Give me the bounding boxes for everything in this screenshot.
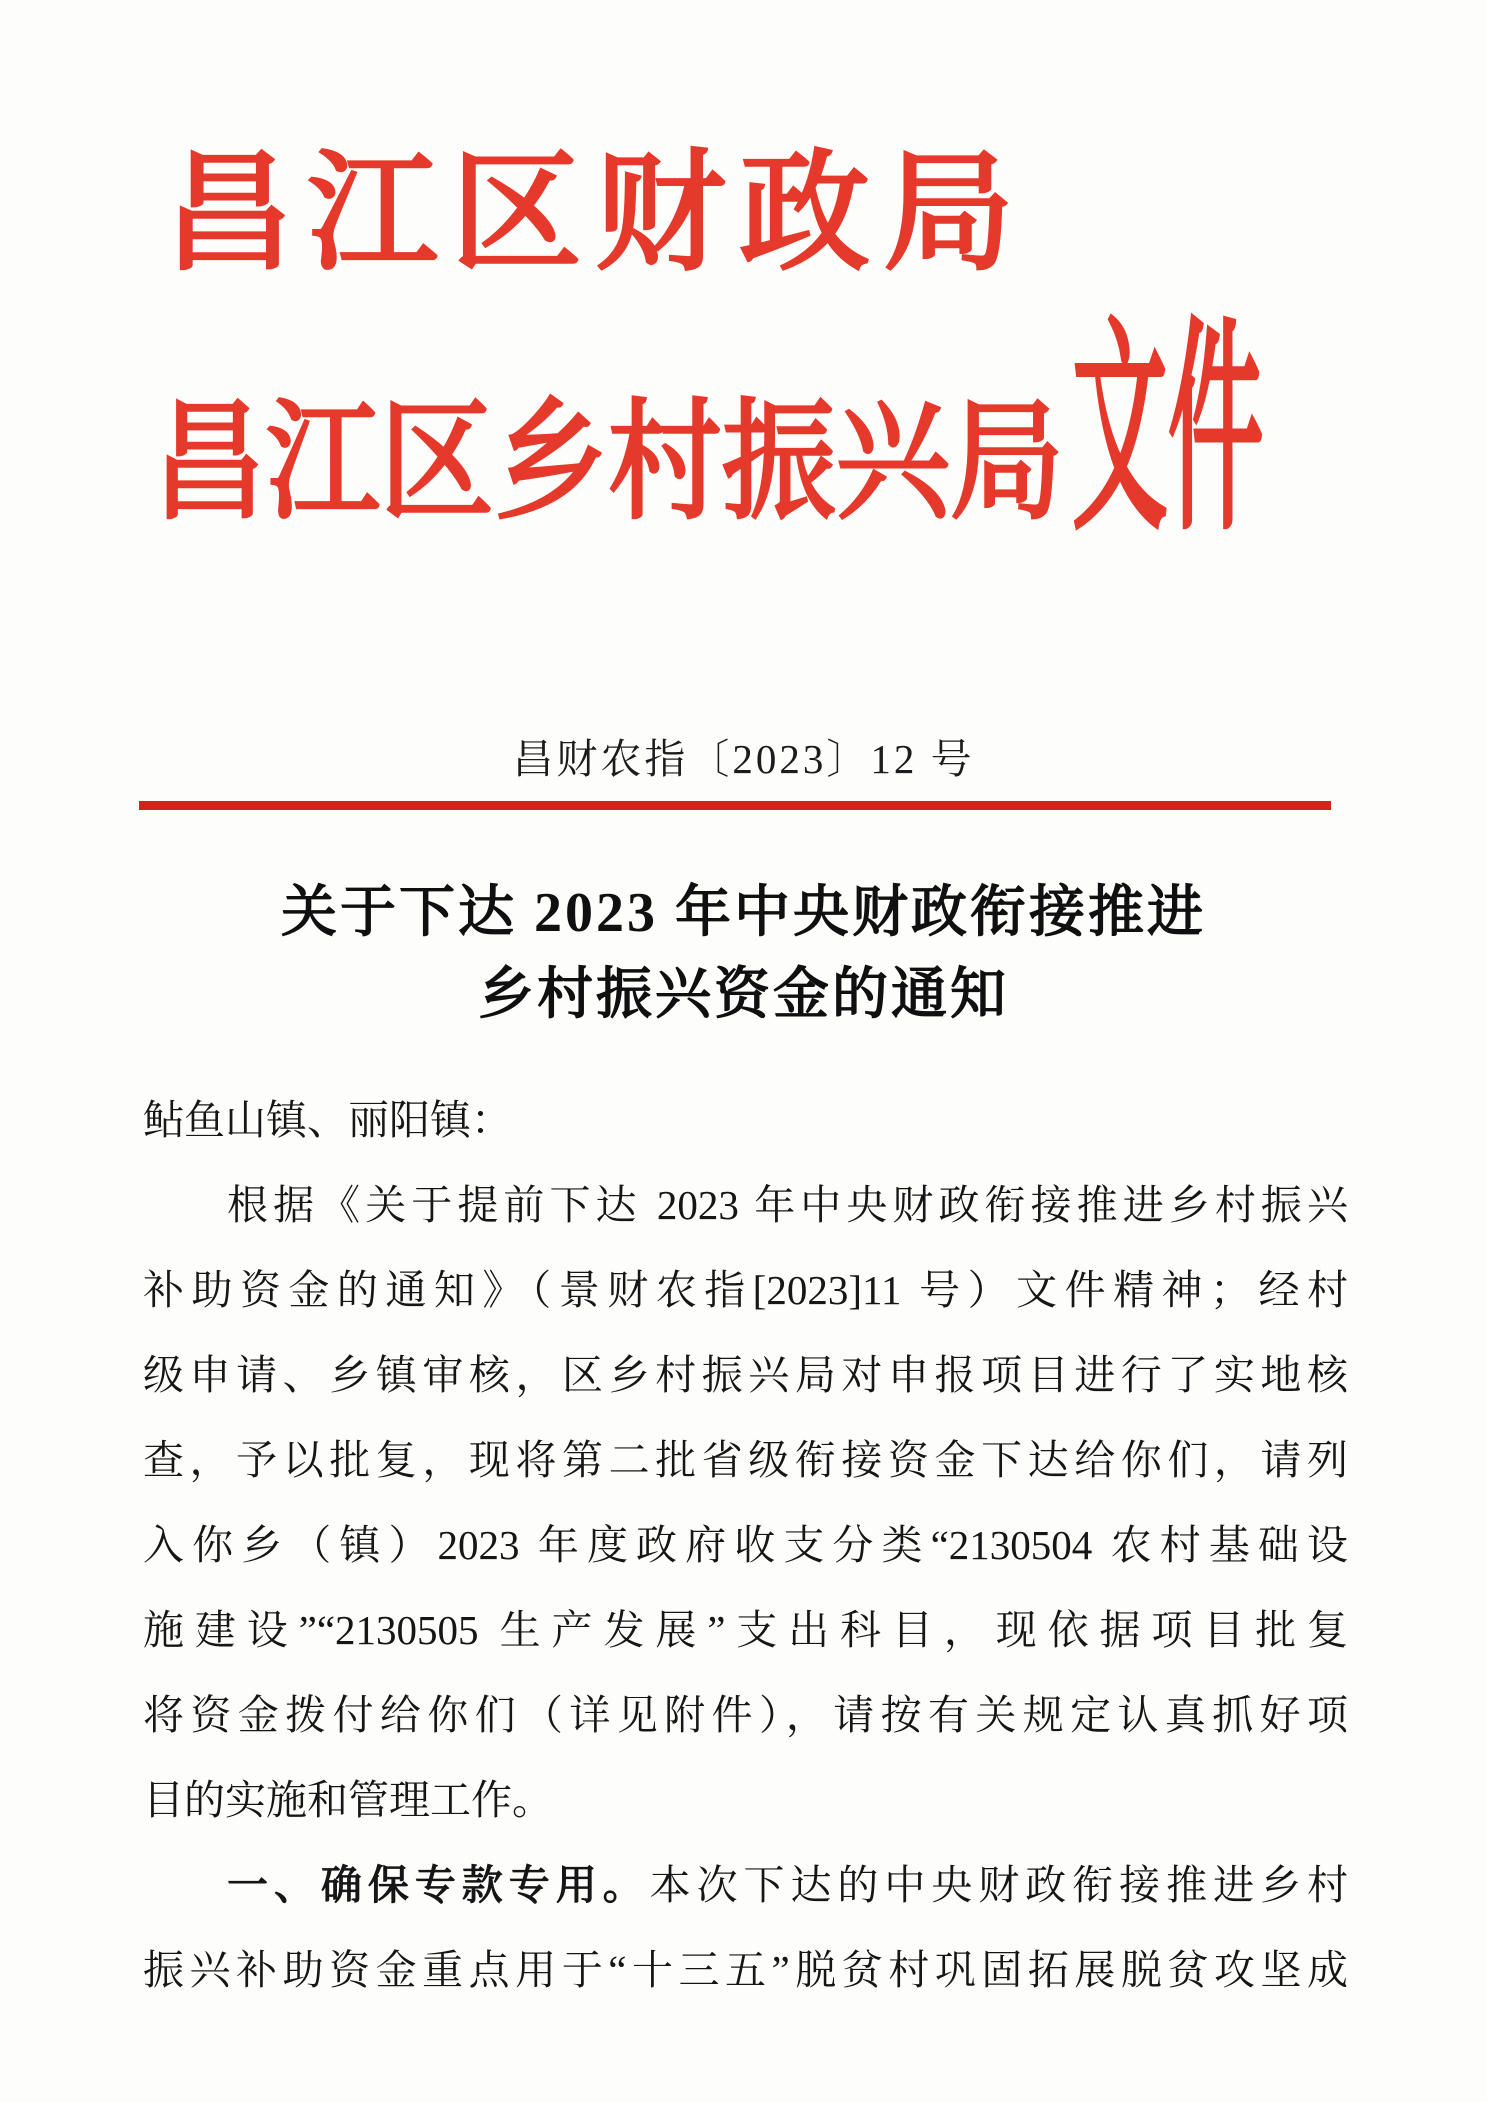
body-text-line: 施建设”“2130505 生产发展”支出科目，现依据项目批复 — [143, 1607, 1348, 1653]
body-text-line — [143, 1843, 1348, 1928]
agency-name-line2: 昌江区乡村振兴局 — [152, 391, 1064, 536]
salutation: 鲇鱼山镇、丽阳镇： — [143, 1097, 512, 1143]
document-title-line1: 关于下达 2023 年中央财政衔接推进 — [281, 882, 1206, 944]
document-title — [0, 872, 1487, 1036]
body-text-line: 振兴补助资金重点用于“十三五”脱贫村巩固拓展脱贫攻坚成 — [143, 1947, 1348, 1993]
body-text-line: 将资金拨付给你们（详见附件），请按有关规定认真抓好项 — [143, 1692, 1348, 1738]
letterhead — [0, 0, 1487, 700]
document-title-line2: 乡村振兴资金的通知 — [478, 964, 1009, 1026]
agency-name-line1: 昌江区财政局 — [163, 142, 1028, 287]
section-heading-bold: 一、确保专款专用。 — [227, 1862, 650, 1908]
red-divider-line — [139, 801, 1331, 810]
body-text-line: 目的实施和管理工作。 — [143, 1777, 553, 1823]
body-text-line: 入你乡（镇）2023 年度政府收支分类“2130504 农村基础设 — [143, 1522, 1348, 1568]
document-number: 昌财农指〔2023〕12 号 — [512, 736, 975, 782]
body-text-line: 根据《关于提前下达 2023 年中央财政衔接推进乡村振兴 — [227, 1182, 1348, 1228]
document-body — [143, 1078, 1348, 2013]
body-text-line: 级申请、乡镇审核，区乡村振兴局对申报项目进行了实地核 — [143, 1352, 1348, 1398]
body-text-line: 查，予以批复，现将第二批省级衔接资金下达给你们，请列 — [143, 1437, 1348, 1483]
body-text-line: 补助资金的通知》（景财农指[2023]11 号）文件精神；经村 — [143, 1267, 1348, 1313]
body-text-span: 本次下达的中央财政衔接推进乡村 — [649, 1862, 1348, 1908]
doc-type-label: 文件 — [1072, 306, 1264, 558]
